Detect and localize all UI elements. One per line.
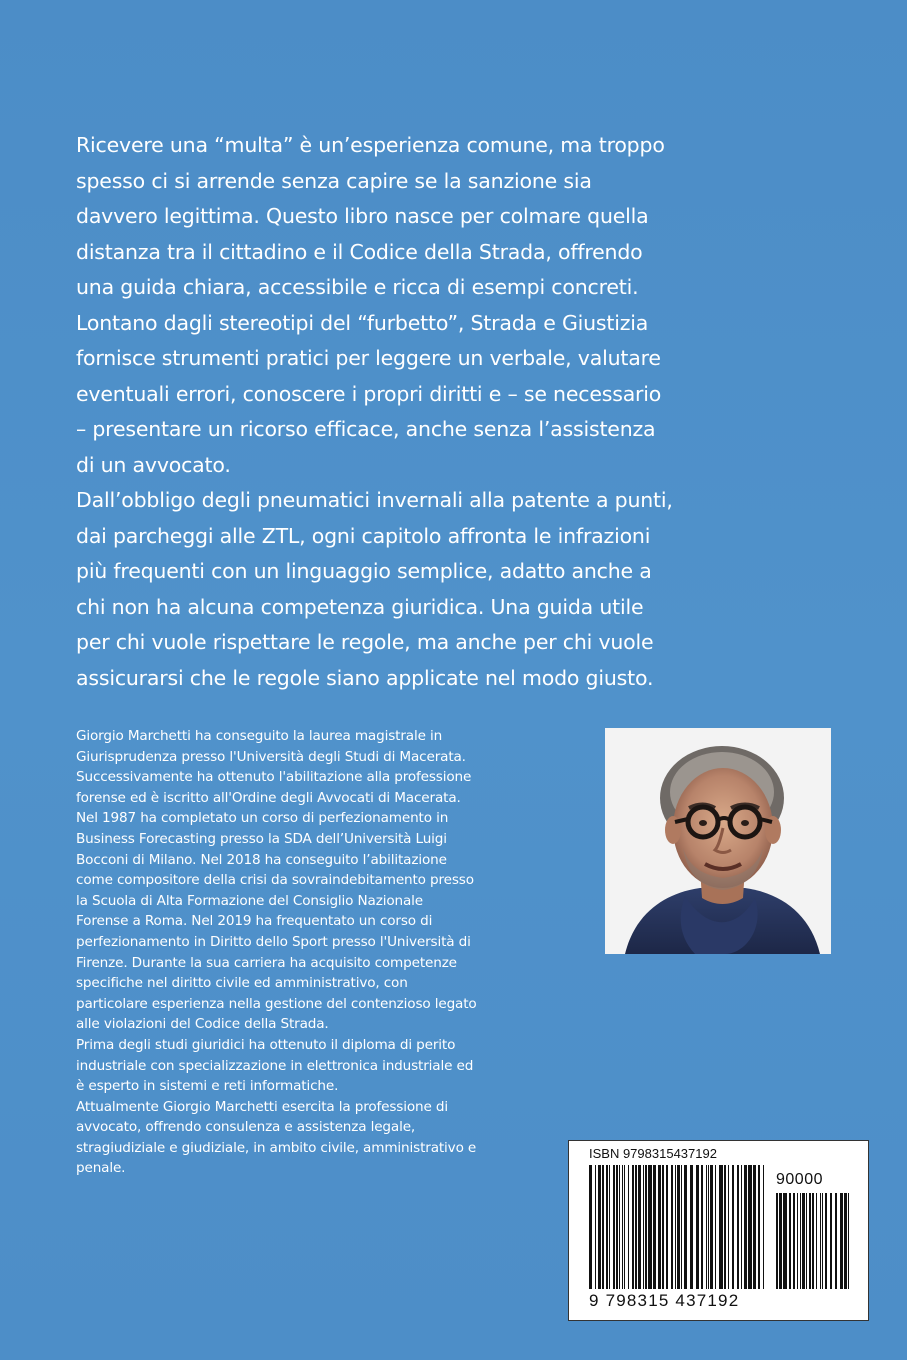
barcode-bar — [732, 1165, 734, 1289]
barcode-bar — [624, 1165, 625, 1289]
barcode-bar — [779, 1193, 782, 1289]
barcode-bar — [728, 1165, 729, 1289]
bio-line: è esperto in sistemi e reti informatiche. — [76, 1078, 339, 1095]
barcode-bar — [789, 1193, 791, 1289]
blurb-line: per chi vuole rispettare le regole, ma anche per chi vuole — [76, 630, 654, 654]
blurb-line: spesso ci si arrende senza capire se la sanzione sia — [76, 168, 592, 193]
barcode-bar — [737, 1165, 739, 1289]
blurb-line: – presentare un ricorso efficace, anche senza l’assistenza — [76, 417, 656, 441]
bio-line: Firenze. Durante la sua carriera ha acquisito competenze — [76, 954, 457, 971]
barcode-bar — [638, 1165, 641, 1289]
barcode-bar — [806, 1193, 807, 1289]
barcode-bar — [848, 1193, 849, 1289]
barcode-bar — [830, 1193, 832, 1289]
barcode-bar — [744, 1165, 747, 1289]
barcode-bar — [632, 1165, 634, 1289]
bio-line: alle violazioni del Codice della Strada. — [76, 1016, 329, 1033]
blurb-line: Lontano dagli stereotipi del “furbetto”, Strada e Giustizia — [76, 310, 649, 335]
barcode-bar — [741, 1165, 742, 1289]
main-barcode-bars — [589, 1165, 764, 1289]
barcode-bar — [675, 1165, 676, 1289]
bio-line: Nel 1987 ha completato un corso di perfezionamento in — [76, 810, 449, 827]
barcode-bar — [613, 1165, 615, 1289]
barcode-bar — [822, 1193, 823, 1289]
blurb-line: chi non ha alcuna competenza giuridica. Una guida utile — [76, 594, 644, 619]
barcode-bar — [809, 1193, 811, 1289]
barcode-bar — [606, 1165, 608, 1289]
barcode-bar — [776, 1193, 778, 1289]
bio-line: stragiudiziale e giudiziale, in ambito civile, amministrativo e — [76, 1139, 477, 1156]
barcode-bar — [598, 1165, 601, 1289]
bio-line: avvocato, offrendo consulenza e assistenza legale, — [76, 1119, 416, 1136]
bio-line: Business Forecasting presso la SDA dell’Università Luigi — [76, 830, 447, 847]
barcode-bar — [748, 1165, 752, 1289]
barcode-bar — [622, 1165, 623, 1289]
barcode-bar — [602, 1165, 604, 1289]
barcode-bar — [783, 1193, 787, 1289]
barcode-bar — [609, 1165, 610, 1289]
barcode-bar — [658, 1165, 661, 1289]
bio-line: penale. — [76, 1160, 126, 1177]
barcode-bar — [797, 1193, 798, 1289]
blurb-line: assicurarsi che le regole siano applicate nel modo giusto. — [76, 665, 654, 690]
bio-line: particolare esperienza nella gestione del contenzioso legato — [76, 995, 477, 1012]
barcode-bar — [595, 1165, 596, 1289]
barcode-bar — [800, 1193, 801, 1289]
barcode-bar — [840, 1193, 843, 1289]
barcode-bar — [793, 1193, 795, 1289]
barcode-bar — [701, 1165, 703, 1289]
barcode-bar — [666, 1165, 668, 1289]
barcode-bar — [706, 1165, 707, 1289]
barcode-bar — [835, 1193, 837, 1289]
barcode-bar — [802, 1193, 805, 1289]
barcode-bar — [812, 1193, 814, 1289]
barcode-bar — [690, 1165, 693, 1289]
price-code: 90000 — [776, 1171, 823, 1188]
barcode-bar — [719, 1165, 723, 1289]
blurb-line: Ricevere una “multa” è un’esperienza comune, ma troppo — [76, 133, 665, 157]
barcode-bar — [645, 1165, 647, 1289]
barcode-bar — [696, 1165, 699, 1289]
isbn-label: ISBN 9798315437192 — [589, 1146, 717, 1161]
barcode-bar — [715, 1165, 716, 1289]
blurb-line: fornisce strumenti pratici per leggere un verbale, valutare — [76, 346, 661, 370]
barcode-bar — [724, 1165, 726, 1289]
author-photo — [605, 728, 831, 954]
barcode-bar — [763, 1165, 764, 1289]
barcode-bar — [816, 1193, 817, 1289]
author-portrait-illustration — [605, 728, 831, 954]
barcode-bar — [684, 1165, 687, 1289]
bio-line: Attualmente Giorgio Marchetti esercita la professione di — [76, 1098, 448, 1115]
bio-line: Bocconi di Milano. Nel 2018 ha conseguito l’abilitazione — [76, 851, 447, 868]
blurb-line: di un avvocato. — [76, 452, 231, 477]
blurb-line: una guida chiara, accessibile e ricca di esempi concreti. — [76, 275, 639, 299]
blurb-line: Dall’obbligo degli pneumatici invernali alla patente a punti, — [76, 488, 673, 512]
bio-line: Giorgio Marchetti ha conseguito la laurea magistrale in — [76, 728, 443, 744]
bio-line: forense ed è iscritto all'Ordine degli Avvocati di Macerata. — [76, 789, 461, 806]
book-blurb — [76, 128, 836, 696]
author-bio — [76, 726, 546, 1179]
barcode-bar — [648, 1165, 652, 1289]
blurb-line: davvero legittima. Questo libro nasce per colmare quella — [76, 204, 649, 228]
blurb-line: distanza tra il cittadino e il Codice della Strada, offrendo — [76, 239, 643, 264]
bio-line: come compositore della crisi da sovraindebitamento presso — [76, 872, 474, 889]
barcode-bar — [710, 1165, 713, 1289]
barcode-bar — [820, 1193, 821, 1289]
barcode-bar — [643, 1165, 644, 1289]
barcode-bar — [825, 1193, 827, 1289]
bio-line: la Scuola di Alta Formazione del Consiglio Nazionale — [76, 892, 423, 909]
barcode-bar — [662, 1165, 664, 1289]
bio-line: perfezionamento in Diritto dello Sport presso l'Università di — [76, 933, 471, 950]
barcode-bar — [708, 1165, 709, 1289]
barcode-bar — [589, 1165, 592, 1289]
barcode-bar — [758, 1165, 760, 1289]
bio-line: Forense a Roma. Nel 2019 ha frequentato un corso di — [76, 913, 433, 930]
blurb-line: più frequenti con un linguaggio semplice, adatto anche a — [76, 559, 652, 583]
barcode-bar — [616, 1165, 618, 1289]
bio-line: industriale con specializzazione in elettronica industriale ed — [76, 1057, 474, 1074]
isbn-digits: 9 798315 437192 — [589, 1291, 740, 1310]
blurb-line: dai parcheggi alle ZTL, ogni capitolo affronta le infrazioni — [76, 523, 651, 548]
barcode-bar — [628, 1165, 629, 1289]
barcode-bar — [677, 1165, 680, 1289]
addon-barcode-bars — [776, 1193, 849, 1289]
isbn-barcode — [568, 1140, 869, 1321]
bio-line: specifiche nel diritto civile ed amministrativo, con — [76, 975, 408, 992]
barcode-bar — [671, 1165, 673, 1289]
barcode-bar — [635, 1165, 637, 1289]
barcode-bar — [681, 1165, 682, 1289]
barcode-bar — [619, 1165, 620, 1289]
barcode-bar — [653, 1165, 656, 1289]
bio-line: Prima degli studi giuridici ha ottenuto il diploma di perito — [76, 1036, 456, 1053]
bio-line: Successivamente ha ottenuto l'abilitazione alla professione — [76, 769, 472, 786]
blurb-line: eventuali errori, conoscere i propri diritti e – se necessario — [76, 381, 662, 406]
bio-line: Giurisprudenza presso l'Università degli Studi di Macerata. — [76, 748, 466, 765]
barcode-bar — [844, 1193, 847, 1289]
barcode-bar — [753, 1165, 756, 1289]
